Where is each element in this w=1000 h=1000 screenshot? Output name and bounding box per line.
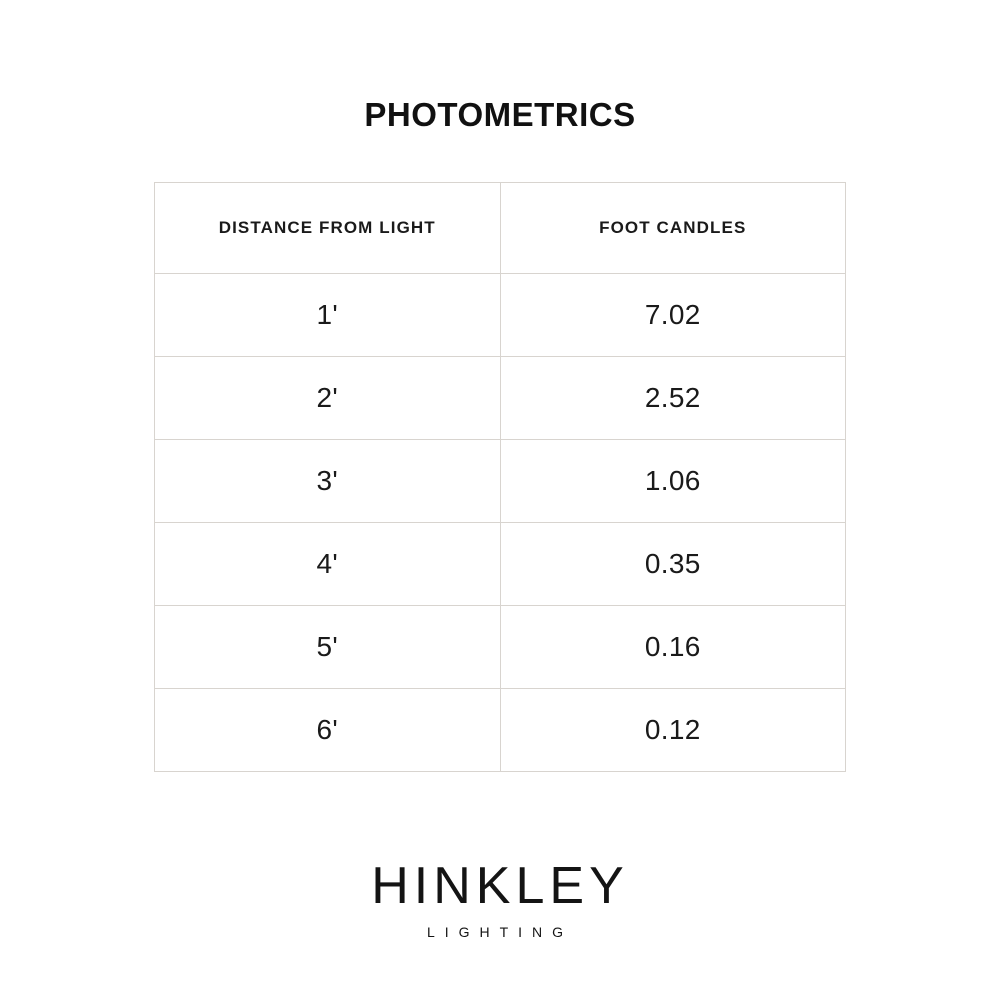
cell-foot-candles: 1.06 (500, 440, 846, 523)
cell-foot-candles: 0.12 (500, 689, 846, 772)
table-body (155, 274, 846, 772)
cell-distance: 5' (155, 606, 501, 689)
cell-foot-candles: 0.16 (500, 606, 846, 689)
cell-distance: 1' (155, 274, 501, 357)
column-header-foot-candles: FOOT CANDLES (500, 183, 846, 274)
cell-foot-candles: 7.02 (500, 274, 846, 357)
photometrics-table-container (154, 182, 846, 772)
cell-distance: 6' (155, 689, 501, 772)
page-title: PHOTOMETRICS (364, 96, 636, 133)
table-row (155, 440, 846, 523)
brand-logo (0, 857, 1000, 940)
table-row (155, 689, 846, 772)
cell-distance: 4' (155, 523, 501, 606)
brand-name: HINKLEY (371, 857, 629, 915)
brand-tagline: LIGHTING (426, 924, 574, 940)
column-header-distance: DISTANCE FROM LIGHT (155, 183, 501, 274)
cell-foot-candles: 2.52 (500, 357, 846, 440)
table-row (155, 523, 846, 606)
table-header (155, 183, 846, 274)
cell-distance: 3' (155, 440, 501, 523)
table-row (155, 357, 846, 440)
table-header-row (155, 183, 846, 274)
photometrics-table (154, 182, 846, 772)
cell-foot-candles: 0.35 (500, 523, 846, 606)
table-row (155, 274, 846, 357)
cell-distance: 2' (155, 357, 501, 440)
table-row (155, 606, 846, 689)
